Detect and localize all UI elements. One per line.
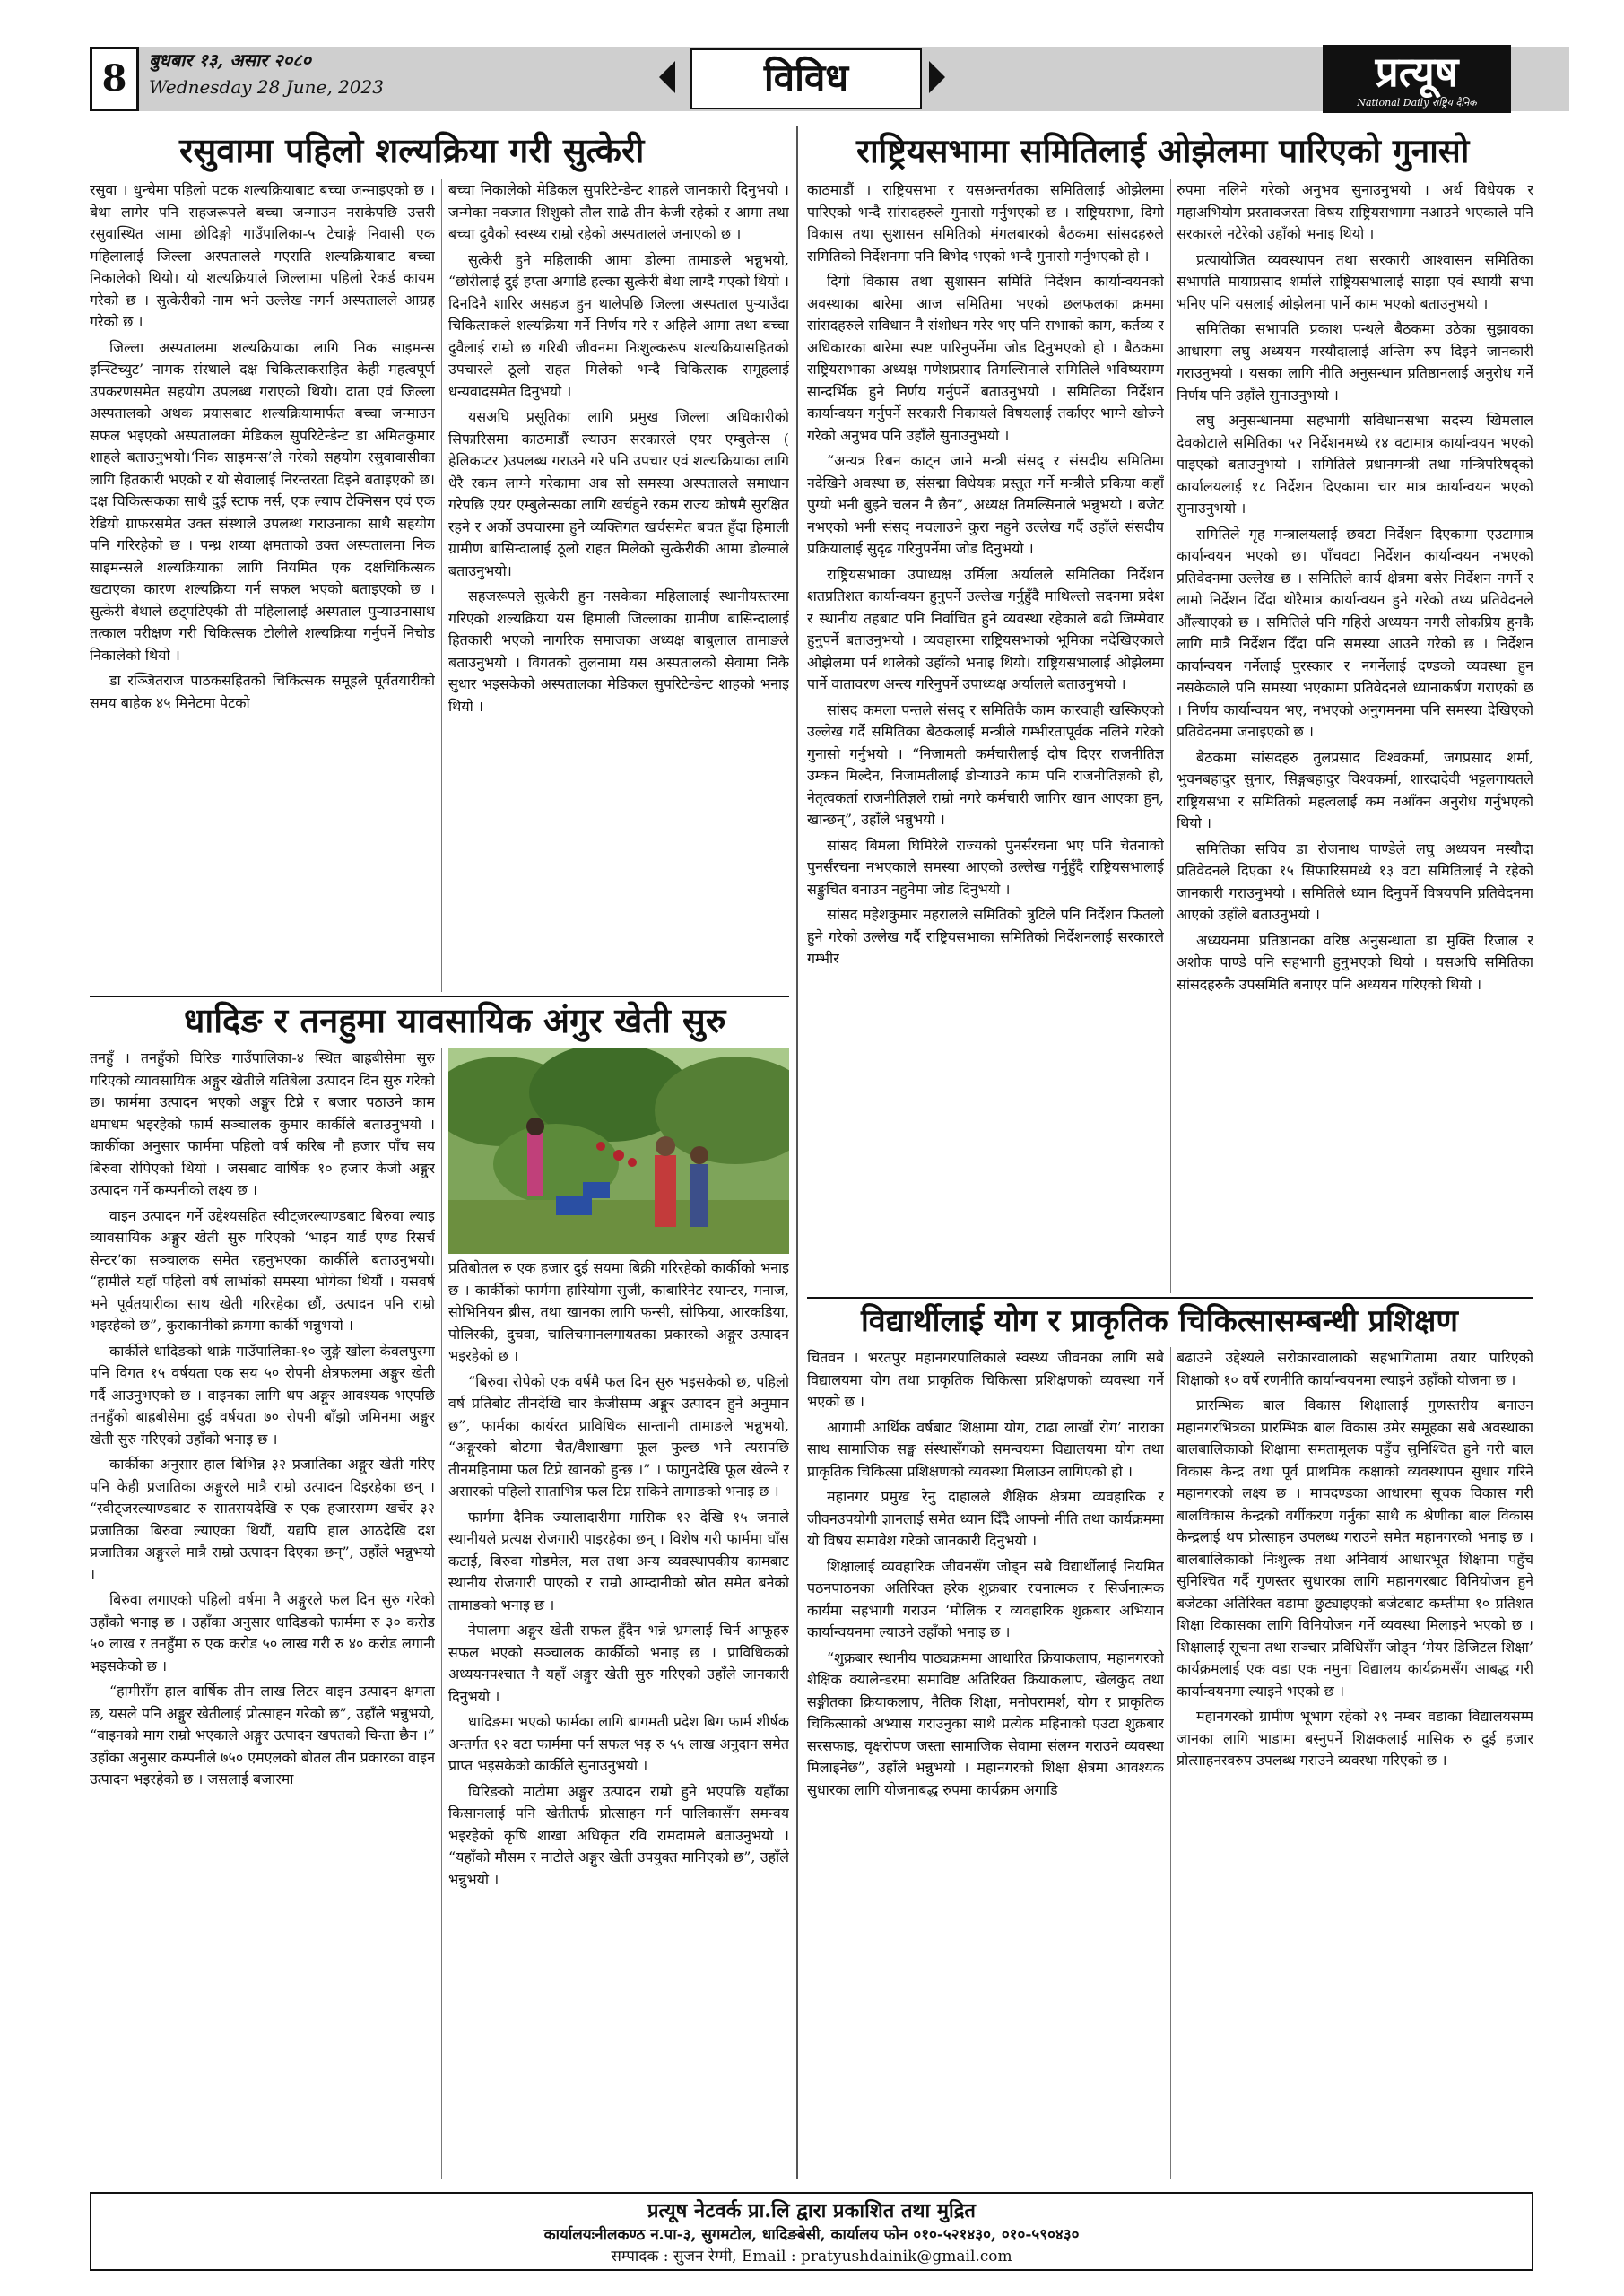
paragraph: चितवन । भरतपुर महानगरपालिकाले स्वस्थ्य जीवनका लागि सबै विद्यालयमा योग तथा प्राकृतिक चिकित्सा प्रशिक्षणको व्यवस्था गर्ने भएको छ । <box>807 1349 1164 1410</box>
paragraph: फार्ममा दैनिक ज्यालादारीमा मासिक १२ देखि १५ जनाले स्थानीयले प्रत्यक्ष रोजगारी पाइरहेका छन् । विशेष गरी फार्ममा घाँस कटाई, बिरुवा गोडमेल, मल तथा अन्य व्यवस्थापकीय कामबाट स्थानीय रोजगारी पाएको र राम्रो आम्दानीको स्रोत समेत बनेको तामाङको भनाइ छ । <box>448 1508 789 1613</box>
headline-grapes: धादिङ र तनहुमा यावसायिक अंगुर खेती सुरु <box>184 1000 726 1040</box>
paragraph: अध्ययनमा प्रतिष्ठानका वरिष्ठ अनुसन्धाता डा मुक्ति रिजाल र अशोक पाण्डे पनि सहभागी हुनुभएको थियो । यसअघि समितिका सांसदहरुकै उपसमिति बनाएर पनि अध्ययन गरिएको थियो । <box>1177 931 1533 993</box>
article-assembly-col1 <box>807 179 1164 1293</box>
publisher-line: प्रत्यूष नेटवर्क प्रा.लि द्वारा प्रकाशित तथा मुद्रित <box>647 2199 976 2222</box>
article-surgery-col1 <box>90 179 435 992</box>
paragraph: सांसद महेशकुमार महरालले समितिको त्रुटिले पनि निर्देशन फितलो हुने गरेको उल्लेख गर्दै राष्ट्रियसभाका समितिको निर्देशनलाई सरकारले गम्भीर <box>807 906 1164 967</box>
paragraph: बिरुवा लगाएको पहिलो वर्षमा नै अङ्गुरले फल दिन सुरु गरेको उहाँको भनाइ छ । उहाँका अनुसार धादिङको फार्ममा रु ३० करोड ५० लाख र तनहुँमा रु एक करोड ५० लाख गरी रु ४० करोड लगानी भइसकेको छ । <box>90 1591 435 1674</box>
article-grapes-col2 <box>448 1257 789 2179</box>
editor-contact: सम्पादक : सुजन रेग्मी, Email : pratyushdainik@gmail.com <box>611 2248 1012 2266</box>
paragraph: दिगो विकास तथा सुशासन समिति निर्देशन कार्यान्वयनको अवस्थाका बारेमा आज समितिमा भएको छलफलका क्रममा सांसदहरुले सविधान नै संशोधन गरेर भए पनि सभाको काम, कर्तव्य र अधिकारका बारेमा स्पष्ट पारिनुपर्नेमा जोड दिनुभएको हो । बैठकमा राष्ट्रियसभाका अध्यक्ष गणेशप्रसाद तिमल्सिनाले समितिले भविष्यसम्म सान्दर्भिक हुने निर्णय गर्नुपर्ने बताउनुभयो । समितिका निर्देशन कार्यान्वयन गर्नुपर्ने सरकारी निकायले विषयलाई तर्काएर भाग्ने खोज्ने गरेको अनुभव पनि उहाँले सुनाउनुभयो । <box>807 273 1164 444</box>
paragraph: रुपमा नलिने गरेको अनुभव सुनाउनुभयो । अर्थ विधेयक र महाअभियोग प्रस्तावजस्ता विषय राष्ट्रियसभामा नआउने भएकाले पनि सरकारले नटेरेको उहाँको भनाइ थियो । <box>1177 181 1533 242</box>
paragraph: बच्चा निकालेको मेडिकल सुपरिटेन्डेन्ट शाहले जानकारी दिनुभयो । जन्मेका नवजात शिशुको तौल साढे तीन केजी रहेको र आमा तथा बच्चा दुवैको स्वस्थ्य राम्रो रहेको अस्पतालले जनाएको छ । <box>448 181 789 242</box>
paragraph: सहजरूपले सुत्केरी हुन नसकेका महिलालाई स्थानीयस्तरमा गरिएको शल्यक्रिया यस हिमाली जिल्लाका ग्रामीण बासिन्दालाई हितकारी भएको नागरिक समाजका अध्यक्ष बाबुलाल तामाङले बताउनुभयो । विगतको तुलनामा यस अस्पतालको सेवामा निकै सुधार भइसकेको अस्पतालका मेडिकल सुपरिटेन्डेन्ट शाहको भनाइ थियो । <box>448 587 789 715</box>
date-nepali: बुधबार १३, असार २०८० <box>149 49 311 71</box>
paragraph: धादिङमा भएको फार्मका लागि बागमती प्रदेश बिग फार्म शीर्षक अन्तर्गत १२ वटा फार्ममा पर्न सफल भइ रु ५५ लाख अनुदान समेत प्राप्त भइसकेको कार्कीले सुनाउनुभयो । <box>448 1713 789 1774</box>
office-address: कार्यालयःनीलकण्ठ न.पा-३, सुगमटोल, धादिङबेसी, कार्यालय फोन ०१०-५२१४३०, ०१०-५९०४३० <box>543 2226 1080 2244</box>
paragraph: “हामीसँग हाल वार्षिक तीन लाख लिटर वाइन उत्पादन क्षमता छ, यसले पनि अङ्गुर खेतीलाई प्रोत्साहन गरेको छ”, उहाँले भन्नुभयो, “वाइनको माग राम्रो भएकाले अङ्गुर उत्पादन खपतको चिन्ता छैन ।” उहाँका अनुसार कम्पनीले ७५० एमएलको बोतल तीन प्रकारका वाइन उत्पादन भइरहेको छ । जसलाई बजारमा <box>90 1683 435 1787</box>
paragraph: समितिले गृह मन्त्रालयलाई छवटा निर्देशन दिएकामा एउटामात्र कार्यान्वयन भएको छ। पाँचवटा निर्देशन कार्यान्वयन नभएको प्रतिवेदनमा उल्लेख छ । समितिले कार्य क्षेत्रमा बसेर निर्देशन नगर्ने र लामो निर्देशन दिँदा थोरैमात्र कार्यान्वयन हुने गरेको तथ्य प्रतिवेदनले औंल्याएको छ । समितिले पनि गहिरो अध्ययन नगरी लोकप्रिय हुनकै लागि मात्रै निर्देशन दिँदा पनि समस्या आउने गरेको छ । निर्देशन कार्यान्वयन गर्नेलाई पुरस्कार र नगर्नेलाई दण्डको व्यवस्था हुन नसकेकाले पनि समस्या भएकामा प्रतिवेदनले ध्यानाकर्षण गराएको छ । निर्णय कार्यान्वयन भए, नभएको अनुगमनमा पनि समस्या देखिएको प्रतिवेदनमा जनाइएको छ । <box>1177 525 1533 740</box>
column-rule <box>1170 179 1171 1293</box>
arrow-left-icon <box>659 61 675 93</box>
paragraph: “बिरुवा रोपेको एक वर्षमै फल दिन सुरु भइसकेको छ, पहिलो वर्ष प्रतिबोट तीनदेखि चार केजीसम्म अङ्गुर उत्पादन हुने अनुमान छ”, फार्मका कार्यरत प्राविधिक सान्तानी तामाङले भन्नुभयो, “अङ्गुरको बोटमा चैत/वैशाखमा फूल फुल्छ भने त्यसपछि तीनमहिनामा फल टिप्ने खानको हुन्छ ।” । फागुनदेखि फूल खेल्ने र असारको पहिलो साताभित्र फल टिप्न सकिने तामाङको भनाइ छ । <box>448 1372 789 1500</box>
paragraph: सांसद बिमला घिमिरेले राज्यको पुनर्संरचना भए पनि चेतनाको पुनर्संरचना नभएकाले समस्या आएको उल्लेख गर्नुहुँदै राष्ट्रियसभालाई सङ्कुचित बनाउन नहुनेमा जोड दिनुभयो । <box>807 836 1164 898</box>
issue-date <box>143 47 430 111</box>
paragraph: राष्ट्रियसभाका उपाध्यक्ष उर्मिला अर्यालले समितिका निर्देशन शतप्रतिशत कार्यान्वयन हुनुपर्ने उल्लेख गर्नुहुँदै माथिल्लो सदनमा प्रदेश र स्थानीय तहबाट पनि निर्वाचित हुने व्यवस्था रहेकाले बढी जिम्मेवार हुनुपर्ने बताउनुभयो । व्यवहारमा राष्ट्रियसभाको भूमिका नदेखिएकाले ओझेलमा पर्न थालेको उहाँको भनाइ थियो। राष्ट्रियसभालाई ओझेलमा पार्ने वातावरण अन्त्य गरिनुपर्ने उपाध्यक्ष अर्यालले बताउनुभयो । <box>807 565 1164 692</box>
logo-name: प्रत्यूष <box>1375 48 1459 96</box>
paragraph: रसुवा । धुन्चेमा पहिलो पटक शल्यक्रियाबाट बच्चा जन्माइएको छ । बेथा लागेर पनि सहजरूपले बच्चा जन्माउन नसकेपछि उत्तरी रसुवास्थित आमा छोदिङ्मो गाउँपालिका-५ टेचाङ्गे निवासी एक महिलालाई जिल्ला अस्पतालले गएराति शल्यक्रियाबाट बच्चा निकालेको थियो। यो शल्यक्रियाले जिल्लामा पहिलो रेकर्ड कायम गरेको छ । सुत्केरीको नाम भने उल्लेख नगर्न अस्पतालले आग्रह गरेको छ । <box>90 181 435 330</box>
article-assembly-col2 <box>1177 179 1533 1293</box>
headline-yoga: विद्यार्थीलाई योग र प्राकृतिक चिकित्सासम्बन्धी प्रशिक्षण <box>861 1303 1458 1339</box>
date-english: Wednesday 28 June, 2023 <box>149 76 384 98</box>
headline-assembly: राष्ट्रियसभामा समितिलाई ओझेलमा पारिएको गुनासो <box>856 131 1470 170</box>
newspaper-logo <box>1323 45 1511 113</box>
paragraph: सुत्केरी हुने महिलाकी आमा डोल्मा तामाङले भन्नुभयो, “छोरीलाई दुई हप्ता अगाडि हल्का सुत्केरी बेथा लाग्दै गएको थियो । दिनदिनै शारिर असहज हुन थालेपछि जिल्ला अस्पताल पुऱ्याउँदा चिकित्सकले शल्यक्रिया गर्ने निर्णय गरे र अहिले आमा तथा बच्चा दुवैलाई राम्रो छ गरिबी जीवनमा निःशुल्करूप शल्यक्रियासहितको उपचारले ठूलो राहत मिलेको भन्दै चिकित्सक समूहलाई धन्यवादसमेत दिनुभयो । <box>448 250 789 400</box>
paragraph: प्रत्यायोजित व्यवस्थापन तथा सरकारी आश्वासन समितिका सभापति मायाप्रसाद शर्माले राष्ट्रियसभालाई साझा एवं स्थायी सभा भनिए पनि यसलाई ओझेलमा पार्ने काम भएको बताउनुभयो । <box>1177 250 1533 312</box>
paragraph: “अन्यत्र रिबन काट्न जाने मन्त्री संसद् र संसदीय समितिमा नदेखिने अवस्था छ, संसद्मा विधेयक प्रस्तुत गर्ने मन्त्रीले प्रकिया कहाँ पुग्यो भनी बुझ्ने चलन नै छैन”, अध्यक्ष तिमल्सिनाले भन्नुभयो । बजेट नभएको भनी संसद् नचलाउने कुरा नहुने उल्लेख गर्दै उहाँले संसदीय प्रक्रियालाई सुदृढ गरिनुपर्नेमा जोड दिनुभयो । <box>807 452 1164 557</box>
paragraph: डा रञ्जितराज पाठकसहितको चिकित्सक समूहले पूर्वतयारीको समय बाहेक ४५ मिनेटमा पेटको <box>90 672 435 711</box>
logo-tagline: National Daily राष्ट्रिय दैनिक <box>1357 97 1477 109</box>
column-rule <box>1170 1347 1171 2179</box>
paragraph: कार्कीले धादिङको थाक्रे गाउँपालिका-१० जुङ्गे खोला केवलपुरमा पनि विगत १५ वर्षयता एक सय ५० रोपनी क्षेत्रफलमा अङ्गुर खेती गर्दै आउनुभएको छ । वाइनका लागि थप अङ्गुर आवश्यक भएपछि तनहुँको बाह्रबीसेमा दुई वर्षयता ७० रोपनी बाँझो जमिनमा अङ्गुर खेती सुरु गरिएको उहाँको भनाइ छ । <box>90 1342 435 1448</box>
page-number: 8 <box>90 47 139 111</box>
column-rule <box>441 179 442 992</box>
vineyard-photo <box>448 1048 789 1254</box>
paragraph: महानगरको ग्रामीण भूभाग रहेको २९ नम्बर वडाका विद्यालयसम्म जानका लागि भाडामा बस्नुपर्ने शिक्षकलाई मासिक रु दुई हजार प्रोत्साहनस्वरुप उपलब्ध गराउने व्यवस्था गरिएको छ । <box>1177 1708 1533 1769</box>
paragraph: यसअघि प्रसूतिका लागि प्रमुख जिल्ला अधिकारीको सिफारिसमा काठमाडौं ल्याउन सरकारले एयर एम्बुलेन्स ( हेलिकप्टर )उपलब्ध गराउने गरे पनि उपचार एवं शल्यक्रियाका लागि धेरै रकम लाग्ने गरेकामा अब सो समस्या अस्पतालले समाधान गरेपछि एयर एम्बुलेन्सका लागि खर्चहुने रकम राज्य कोषमै सुरक्षित रहने र अर्को उपचारमा हुने व्यक्तिगत खर्चसमेत बचत हुँदा हिमाली ग्रामीण बासिन्दालाई ठूलो राहत मिलेको सुत्केरीकी आमा डोल्माले बताउनुभयो। <box>448 408 789 579</box>
paragraph: समितिका सभापति प्रकाश पन्थले बैठकमा उठेका सुझावका आधारमा लघु अध्ययन मस्यौदालाई अन्तिम रुप दिइने जानकारी गराउनुभयो । यसका लागि नीति अनुसन्धान प्रतिष्ठानलाई अनुरोध गर्ने निर्णय पनि उहाँले सुनाउनुभयो । <box>1177 320 1533 404</box>
arrow-right-icon <box>929 61 945 93</box>
article-yoga-col1 <box>807 1347 1164 2179</box>
paragraph: प्रतिबोतल रु एक हजार दुई सयमा बिक्री गरिरहेको कार्कीको भनाइ छ । कार्कीको फार्ममा हारियोमा सुजी, काबारिनेट स्यान्टर, मनाज, सोभिनियन ब्रीस, तथा खानका लागि फन्सी, सोफिया, आरकडिया, पोलिस्की, दुचवा, चालिचमानलगायतका प्रकारको अङ्गुर उत्पादन भइरहेको छ । <box>448 1259 789 1364</box>
paragraph: वाइन उत्पादन गर्ने उद्देश्यसहित स्वीट्जरल्याण्डबाट बिरुवा ल्याइ व्यावसायिक अङ्गुर खेती सुरु गरिएको ‘भाइन यार्ड एण्ड रिसर्च सेन्टर’का सञ्चालक समेत रहनुभएका कार्कीले बताउनुभयो। “हामीले यहाँ पहिलो वर्ष लाभांको समस्या भोगेका थियौं । यसवर्ष भने पूर्वतयारीका साथ खेती गरिरहेका छौं, उत्पादन पनि राम्रो भइरहेको छ”, कुराकानीको क्रममा कार्की भन्नुभयो । <box>90 1206 435 1334</box>
paragraph: आगामी आर्थिक वर्षबाट शिक्षामा योग, टाढा लाखौं रोग’ नाराका साथ सामाजिक सङ्घ संस्थासँगको समन्वयमा विद्यालयमा योग तथा प्राकृतिक चिकित्सा प्रशिक्षणको व्यवस्था मिलाउन लागिएको हो । <box>807 1418 1164 1480</box>
paragraph: घिरिङको माटोमा अङ्गुर उत्पादन राम्रो हुने भएपछि यहाँका किसानलाई पनि खेतीतर्फ प्रोत्साहन गर्न पालिकासँग समन्वय भइरहेको कृषि शाखा अधिकृत रवि रामदामले बताउनुभयो । “यहाँको मौसम र माटोले अङ्गुर खेती उपयुक्त मानिएको छ”, उहाँले भन्नुभयो । <box>448 1782 789 1888</box>
paragraph: बैठकमा सांसदहरु तुलप्रसाद विश्वकर्मा, जगप्रसाद शर्मा, भुवनबहादुर सुनार, सिङ्गबहादुर विश्वकर्मा, शारदादेवी भट्टलगायतले राष्ट्रियसभा र समितिको महत्वलाई कम नआँक्न अनुरोध गर्नुभएको थियो । <box>1177 748 1533 831</box>
paragraph: प्रारम्भिक बाल विकास शिक्षालाई गुणस्तरीय बनाउन महानगरभित्रका प्रारम्भिक बाल विकास उमेर समूहका सबै अवस्थाका बालबालिकाको शिक्षामा समतामूलक पहुँच सुनिश्चित हुने गरी बाल विकास केन्द्र तथा पूर्व प्राथमिक कक्षाको व्यवस्थापन सुधार गरिने महानगरको लक्ष्य छ । मापदण्डका आधारमा सूचक विकास गरी बालविकास केन्द्रको वर्गीकरण गर्नुका साथै क श्रेणीका बाल विकास केन्द्रलाई थप प्रोत्साहन उपलब्ध गराउने समेत महानगरको भनाइ छ । बालबालिकाको निःशुल्क तथा अनिवार्य आधारभूत शिक्षामा पहुँच सुनिश्चित गर्दै गुणस्तर सुधारका लागि महानगरबाट विनियोजन हुने बजेटका अतिरिक्त वडामा छुट्याइएको बजेटबाट कम्तीमा १० प्रतिशत शिक्षा विकासका लागि विनियोजन गर्ने व्यवस्था मिलाइने भएको छ । शिक्षालाई सूचना तथा सञ्चार प्रविधिसँग जोड्न ‘मेयर डिजिटल शिक्षा’ कार्यक्रमलाई एक वडा एक नमुना विद्यालय कार्यक्रमसँग आबद्ध गरी कार्यान्वयनमा ल्याइने भएको छ । <box>1177 1396 1533 1700</box>
paragraph: लघु अनुसन्धानमा सहभागी सविधानसभा सदस्य खिमलाल देवकोटाले समितिका ५२ निर्देशनमध्ये १४ वटामात्र कार्यान्वयन भएको पाइएको बताउनुभयो । समितिले प्रधानमन्त्री तथा मन्त्रिपरिषद्को कार्यालयलाई १८ निर्देशन दिएकामा चार मात्र कार्यान्वयन भएको सुनाउनुभयो । <box>1177 412 1533 517</box>
paragraph: तनहुँ । तनहुँको घिरिङ गाउँपालिका-४ स्थित बाह्रबीसेमा सुरु गरिएको व्यावसायिक अङ्गुर खेतीले यतिबेला उत्पादन दिन सुरु गरेको छ। फार्ममा उत्पादन भएको अङ्गुर टिप्ने र बजार पठाउने काम धमाधम भइरहेको फार्म सञ्चालक कुमार कार्कीले बताउनुभयो । कार्कीका अनुसार फार्ममा पहिलो वर्ष करिब नौ हजार पाँच सय बिरुवा रोपिएको थियो । जसबाट वार्षिक १० हजार केजी अङ्गुर उत्पादन गर्ने कम्पनीको लक्ष्य छ । <box>90 1049 435 1198</box>
headline-surgery: रसुवामा पहिलो शल्यक्रिया गरी सुत्केरी <box>179 130 645 170</box>
paragraph: जिल्ला अस्पतालमा शल्यक्रियाका लागि निक साइमन्स इन्स्टिच्युट’ नामक संस्थाले दक्ष चिकित्सकसहित केही महत्वपूर्ण उपकरणसमेत सहयोग उपलब्ध गराएको थियो। दाता एवं जिल्ला अस्पतालको अथक प्रयासबाट शल्यक्रियामार्फत बच्चा जन्माउन सफल भइएको अस्पतालका मेडिकल सुपरिटेन्डेन्ट डा अमितकुमार शाहले बताउनुभयो।‘निक साइमन्स’ले गरेको सहयोग रसुवावासीका लागि हितकारी भएको र यो सेवालाई निरन्तरता दिइने बताइएको छ। दक्ष चिकित्सकका साथै दुई स्टाफ नर्स, एक ल्याप टेक्निसन एवं एक रेडियो ग्राफरसमेत उक्त संस्थाले उपलब्ध गराउनाका साथै सहयोग पनि गरिरहेको छ । पन्ध्र शय्या क्षमताको उक्त अस्पतालमा निक साइमन्सले शल्यक्रियाका लागि नियमित एक दक्षचिकित्सक खटाएका कारण शल्यक्रिया गर्न सफल भएको बताइएको छ । सुत्केरी बेथाले छट्पटिएकी ती महिलालाई अस्पताल पुऱ्याउनासाथ तत्काल परीक्षण गरी चिकित्सक टोलीले शल्यक्रिया गर्नुपर्ने निचोड निकालेको थियो । <box>90 338 435 664</box>
section-title: विविध <box>690 48 922 109</box>
paragraph: नेपालमा अङ्गुर खेती सफल हुँदैन भन्ने भ्रमलाई चिर्न आफूहरु सफल भएको सञ्चालक कार्कीको भनाइ छ । प्राविधिकको अध्ययनपश्चात नै यहाँ अङ्गुर खेती सुरु गरिएको उहाँले जानकारी दिनुभयो । <box>448 1622 789 1705</box>
paragraph: सांसद कमला पन्तले संसद् र समितिकै काम कारवाही खस्किएको उल्लेख गर्दै समितिका बैठकलाई मन्त्रीले गम्भीरतापूर्वक नलिने गरेको गुनासो गर्नुभयो । “निजामती कर्मचारीलाई दोष दिएर राजनीतिज्ञ उम्कन मिल्दैन, निजामतीलाई डोऱ्याउने काम पनि राजनीतिज्ञको हो, नेतृत्वकर्ता राजनीतिज्ञले राम्रो नगरे कर्मचारी जागिर खान आएका हुन्, खान्छन्”, उहाँले भन्नुभयो । <box>807 700 1164 828</box>
publisher-footer <box>90 2192 1533 2271</box>
paragraph: “शुक्रबार स्थानीय पाठ्यक्रममा आधारित क्रियाकलाप, महानगरको शैक्षिक क्यालेन्डरमा समाविष्ट अतिरिक्त क्रियाकलाप, खेलकुद तथा सङ्गीतका क्रियाकलाप, नैतिक शिक्षा, मनोपरामर्श, योग र प्राकृतिक चिकित्साको अभ्यास गराउनुका साथै प्रत्येक महिनाको एउटा शुक्रबार सरसफाइ, वृक्षरोपण जस्ता सामाजिक सेवामा संलग्न गराउने व्यवस्था मिलाइनेछ”, उहाँले भन्नुभयो । महानगरको शिक्षा क्षेत्रमा आवश्यक सुधारका लागि योजनाबद्ध रुपमा कार्यक्रम अगाडि <box>807 1648 1164 1798</box>
column-rule <box>441 1048 442 2179</box>
paragraph: शिक्षालाई व्यवहारिक जीवनसँग जोड्न सबै विद्यार्थीलाई नियमित पठनपाठनका अतिरिक्त हरेक शुक्रबार रचनात्मक र सिर्जनात्मक कार्यमा सहभागी गराउन ‘मौलिक र व्यवहारिक शुक्रबार अभियान कार्यान्वयनमा ल्याउने उहाँको भनाइ छ । <box>807 1557 1164 1640</box>
article-yoga-col2 <box>1177 1347 1533 2179</box>
paragraph: समितिका सचिव डा रोजनाथ पाण्डेले लघु अध्ययन मस्यौदा प्रतिवेदनले दिएका १५ सिफारिसमध्ये १३ वटा समितिलाई नै रहेको जानकारी गराउनुभयो । समितिले ध्यान दिनुपर्ने विषयपनि प्रतिवेदनमा आएको उहाँले बताउनुभयो । <box>1177 839 1533 923</box>
paragraph: महानगर प्रमुख रेनु दाहालले शैक्षिक क्षेत्रमा व्यवहारिक र जीवनउपयोगी ज्ञानलाई समेत ध्यान दिँदै आफ्नो नीति तथा कार्यक्रममा यो विषय समावेश गरेको जानकारी दिनुभयो । <box>807 1488 1164 1549</box>
article-grapes-col1 <box>90 1048 435 2179</box>
page-center-rule <box>796 126 798 2179</box>
article-surgery-col2 <box>448 179 789 992</box>
vineyard-photo-image <box>448 1048 789 1254</box>
paragraph: काठमाडौं । राष्ट्रियसभा र यसअन्तर्गतका समितिलाई ओझेलमा पारिएको भन्दै सांसदहरुले गुनासो गर्नुभएको छ । राष्ट्रियसभा, दिगो विकास तथा सुशासन समितिको मंगलबारको बैठकमा सांसदहरुले समितिको निर्देशनमा पनि बिभेद भएको भन्दै गुनासो गर्नुभएको हो । <box>807 181 1164 265</box>
paragraph: बढाउने उद्देश्यले सरोकारवालाको सहभागितामा तयार पारिएको शिक्षाको १० वर्षे रणनीति कार्यान्वयनमा ल्याइने उहाँको योजना छ । <box>1177 1349 1533 1388</box>
paragraph: कार्कीका अनुसार हाल बिभिन्न ३२ प्रजातिका अङ्गुर खेती गरिए पनि केही प्रजातिका अङ्गुरले मात्रै राम्रो उत्पादन दिइरहेका छन् । “स्वीट्जरल्याण्डबाट रु सातसयदेखि रु एक हजारसम्म खर्चेर ३२ प्रजातिका बिरुवा ल्याएका थियौं, यद्यपि हाल आठदेखि दश प्रजातिका अङ्गुरले मात्रै राम्रो उत्पादन दिएका छन्”, उहाँले भन्नुभयो । <box>90 1456 435 1583</box>
